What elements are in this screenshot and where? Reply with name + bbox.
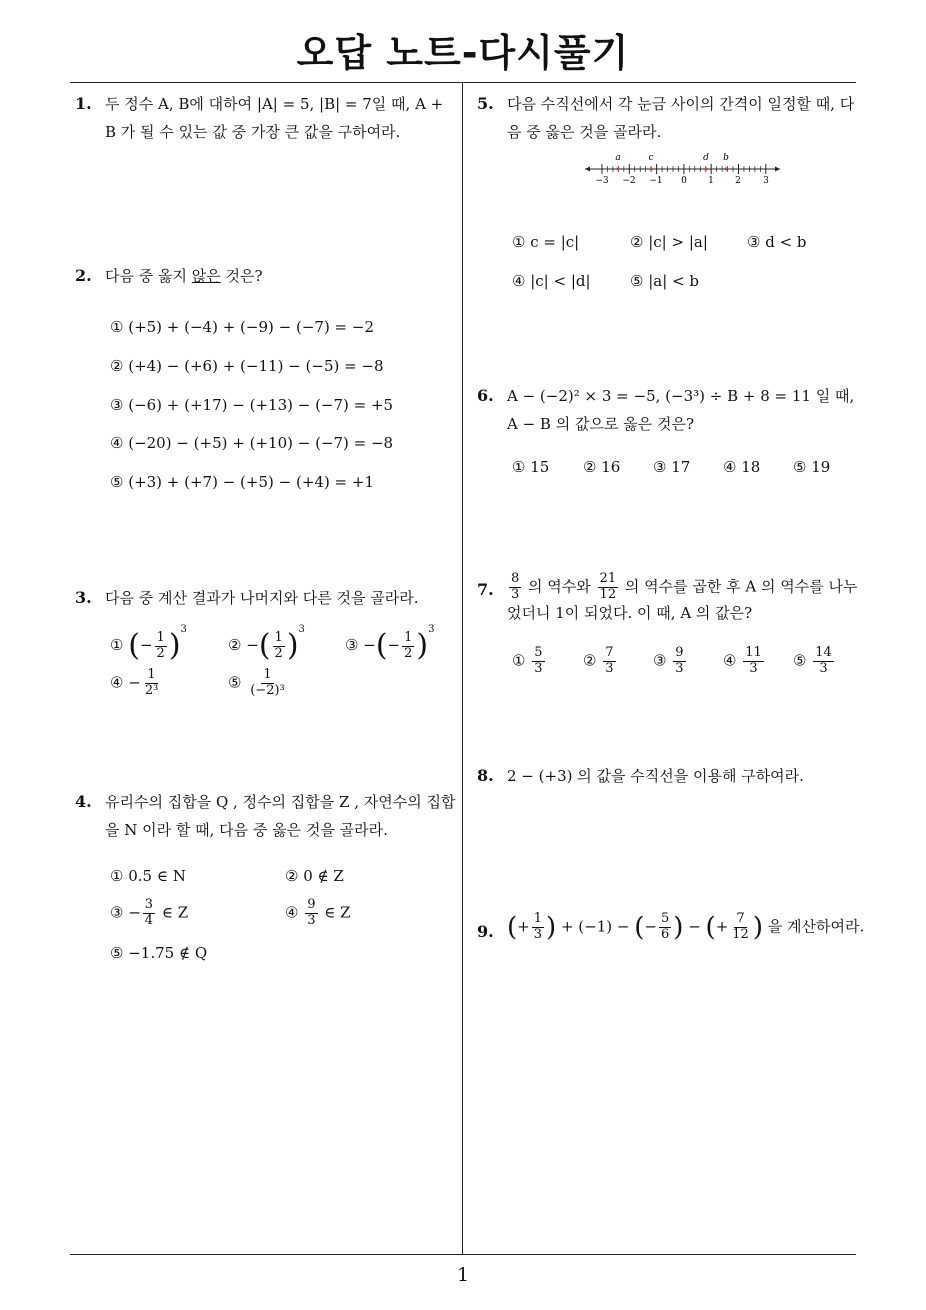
option-1: ① c = |c| bbox=[512, 233, 580, 251]
question-5 bbox=[477, 90, 862, 146]
option-4: ④ (−20) − (+5) + (+10) − (−7) = −8 bbox=[110, 434, 394, 452]
point-label-c: c bbox=[648, 153, 654, 163]
question-text: 다음 중 계산 결과가 나머지와 다른 것을 골라라. bbox=[105, 589, 419, 607]
page-title: 오답 노트-다시풀기 bbox=[296, 31, 630, 75]
tick-label: 1 bbox=[708, 176, 714, 186]
question-6 bbox=[477, 382, 862, 438]
option-3: ③ (−6) + (+17) − (+13) − (−7) = +5 bbox=[110, 396, 394, 414]
question-text: 2 − (+3) 의 값을 수직선을 이용해 구하여라. bbox=[507, 767, 804, 785]
point-c bbox=[649, 167, 652, 170]
tick-label: 3 bbox=[763, 176, 769, 186]
point-b bbox=[724, 167, 727, 170]
number-line bbox=[580, 150, 790, 188]
option-5: ⑤ $\frac{1}{\text{(−2)³}}$ bbox=[228, 667, 285, 698]
question-9 bbox=[477, 911, 865, 943]
point-a bbox=[616, 167, 619, 170]
option-2: ② $\frac{7}{3}$ bbox=[583, 645, 614, 676]
question-3 bbox=[75, 584, 457, 612]
option-5: ⑤ (+3) + (+7) − (+5) − (+4) = +1 bbox=[110, 473, 375, 491]
tick-label: 2 bbox=[735, 176, 741, 186]
question-number: 7. bbox=[477, 580, 494, 599]
question-number: 6. bbox=[477, 386, 494, 405]
question-number: 8. bbox=[477, 766, 494, 785]
question-text: 유리수의 집합을 Q , 정수의 집합을 Z , 자연수의 집합을 N 이라 할 때, 다음 중 옳은 것을 골라라. bbox=[105, 793, 456, 839]
question-number: 2. bbox=[75, 266, 92, 285]
option-1: ① 0.5 ∈ N bbox=[110, 867, 186, 885]
option-4: ④ $\frac{11}{3}$ bbox=[723, 645, 762, 676]
option-2: ② |c| > |a| bbox=[630, 233, 708, 251]
question-1 bbox=[75, 90, 457, 146]
column-divider bbox=[462, 83, 463, 1255]
option-3: ③ 17 bbox=[653, 458, 691, 476]
option-2: ② 0 ∉ Z bbox=[285, 867, 344, 885]
question-4 bbox=[75, 788, 457, 844]
tick-label: −2 bbox=[622, 176, 636, 186]
question-2 bbox=[75, 262, 457, 290]
option-3: ③ d < b bbox=[747, 233, 807, 251]
option-3: ③ $\frac{9}{3}$ bbox=[653, 645, 684, 676]
option-2: ② −( $\frac{1}{2}$ )$^3$ bbox=[228, 624, 305, 663]
option-5: ⑤ $\frac{14}{3}$ bbox=[793, 645, 832, 676]
tick-label: 0 bbox=[681, 176, 687, 186]
option-3: ③ −(− $\frac{1}{2}$ )$^3$ bbox=[345, 624, 435, 663]
option-1: ① (+5) + (−4) + (−9) − (−7) = −2 bbox=[110, 318, 375, 336]
point-d bbox=[704, 167, 707, 170]
question-number: 1. bbox=[75, 94, 92, 113]
question-text: 다음 중 옳지 않은 것은? bbox=[105, 267, 263, 285]
option-5: ⑤ 19 bbox=[793, 458, 831, 476]
option-4: ④ 18 bbox=[723, 458, 761, 476]
option-2: ② (+4) − (+6) + (−11) − (−5) = −8 bbox=[110, 357, 384, 375]
option-4: ④ − $\frac{1}{\text{2³}}$ bbox=[110, 667, 159, 698]
point-label-a: a bbox=[615, 153, 621, 163]
bottom-rule bbox=[70, 1254, 856, 1255]
question-8 bbox=[477, 762, 862, 790]
option-1: ① (− $\frac{1}{2}$ )$^3$ bbox=[110, 624, 187, 663]
tick-label: −1 bbox=[649, 176, 663, 186]
question-7 bbox=[477, 572, 862, 627]
page-number: 1 bbox=[456, 1264, 470, 1286]
option-4: ④ $\frac{9}{3}$ ∈ Z bbox=[285, 897, 351, 928]
question-text-line2: 었더니 1이 되었다. 이 때, A 의 값은? bbox=[507, 603, 753, 622]
option-1: ① $\frac{5}{3}$ bbox=[512, 645, 543, 676]
question-number: 9. bbox=[477, 922, 494, 941]
question-text: 다음 수직선에서 각 눈금 사이의 간격이 일정할 때, 다음 중 옳은 것을 골라라. bbox=[507, 95, 855, 141]
top-rule bbox=[70, 82, 856, 83]
option-5: ⑤ |a| < b bbox=[630, 272, 699, 290]
option-1: ① 15 bbox=[512, 458, 550, 476]
point-label-b: b bbox=[723, 153, 729, 163]
question-number: 5. bbox=[477, 94, 494, 113]
question-text: 두 정수 A, B에 대하여 |A| = 5, |B| = 7일 때, A + B 가 될 수 있는 값 중 가장 큰 값을 구하여라. bbox=[105, 95, 444, 141]
option-2: ② 16 bbox=[583, 458, 621, 476]
question-text: $\frac{8}{3}$ 의 역수와 $\frac{21}{12}$ 의 역수를 곱한 후 A 의 역수를 나누 bbox=[511, 571, 858, 602]
question-expression: (+ $\frac{1}{3}$ ) + (−1) − (− $\frac{5}{6}$ ) − (+ $\frac{7}{12}$ ) 을 계산하여라. bbox=[507, 911, 865, 943]
question-text: A − (−2)² × 3 = −5, (−3³) ÷ B + 8 = 11 일 때, A − B 의 값으로 옳은 것은? bbox=[507, 387, 855, 433]
option-5: ⑤ −1.75 ∉ Q bbox=[110, 944, 208, 962]
option-3: ③ − $\frac{3}{4}$ ∈ Z bbox=[110, 897, 189, 928]
option-4: ④ |c| < |d| bbox=[512, 272, 591, 290]
tick-label: −3 bbox=[595, 176, 609, 186]
question-number: 3. bbox=[75, 588, 92, 607]
point-label-d: d bbox=[703, 153, 709, 163]
question-number: 4. bbox=[75, 792, 92, 811]
